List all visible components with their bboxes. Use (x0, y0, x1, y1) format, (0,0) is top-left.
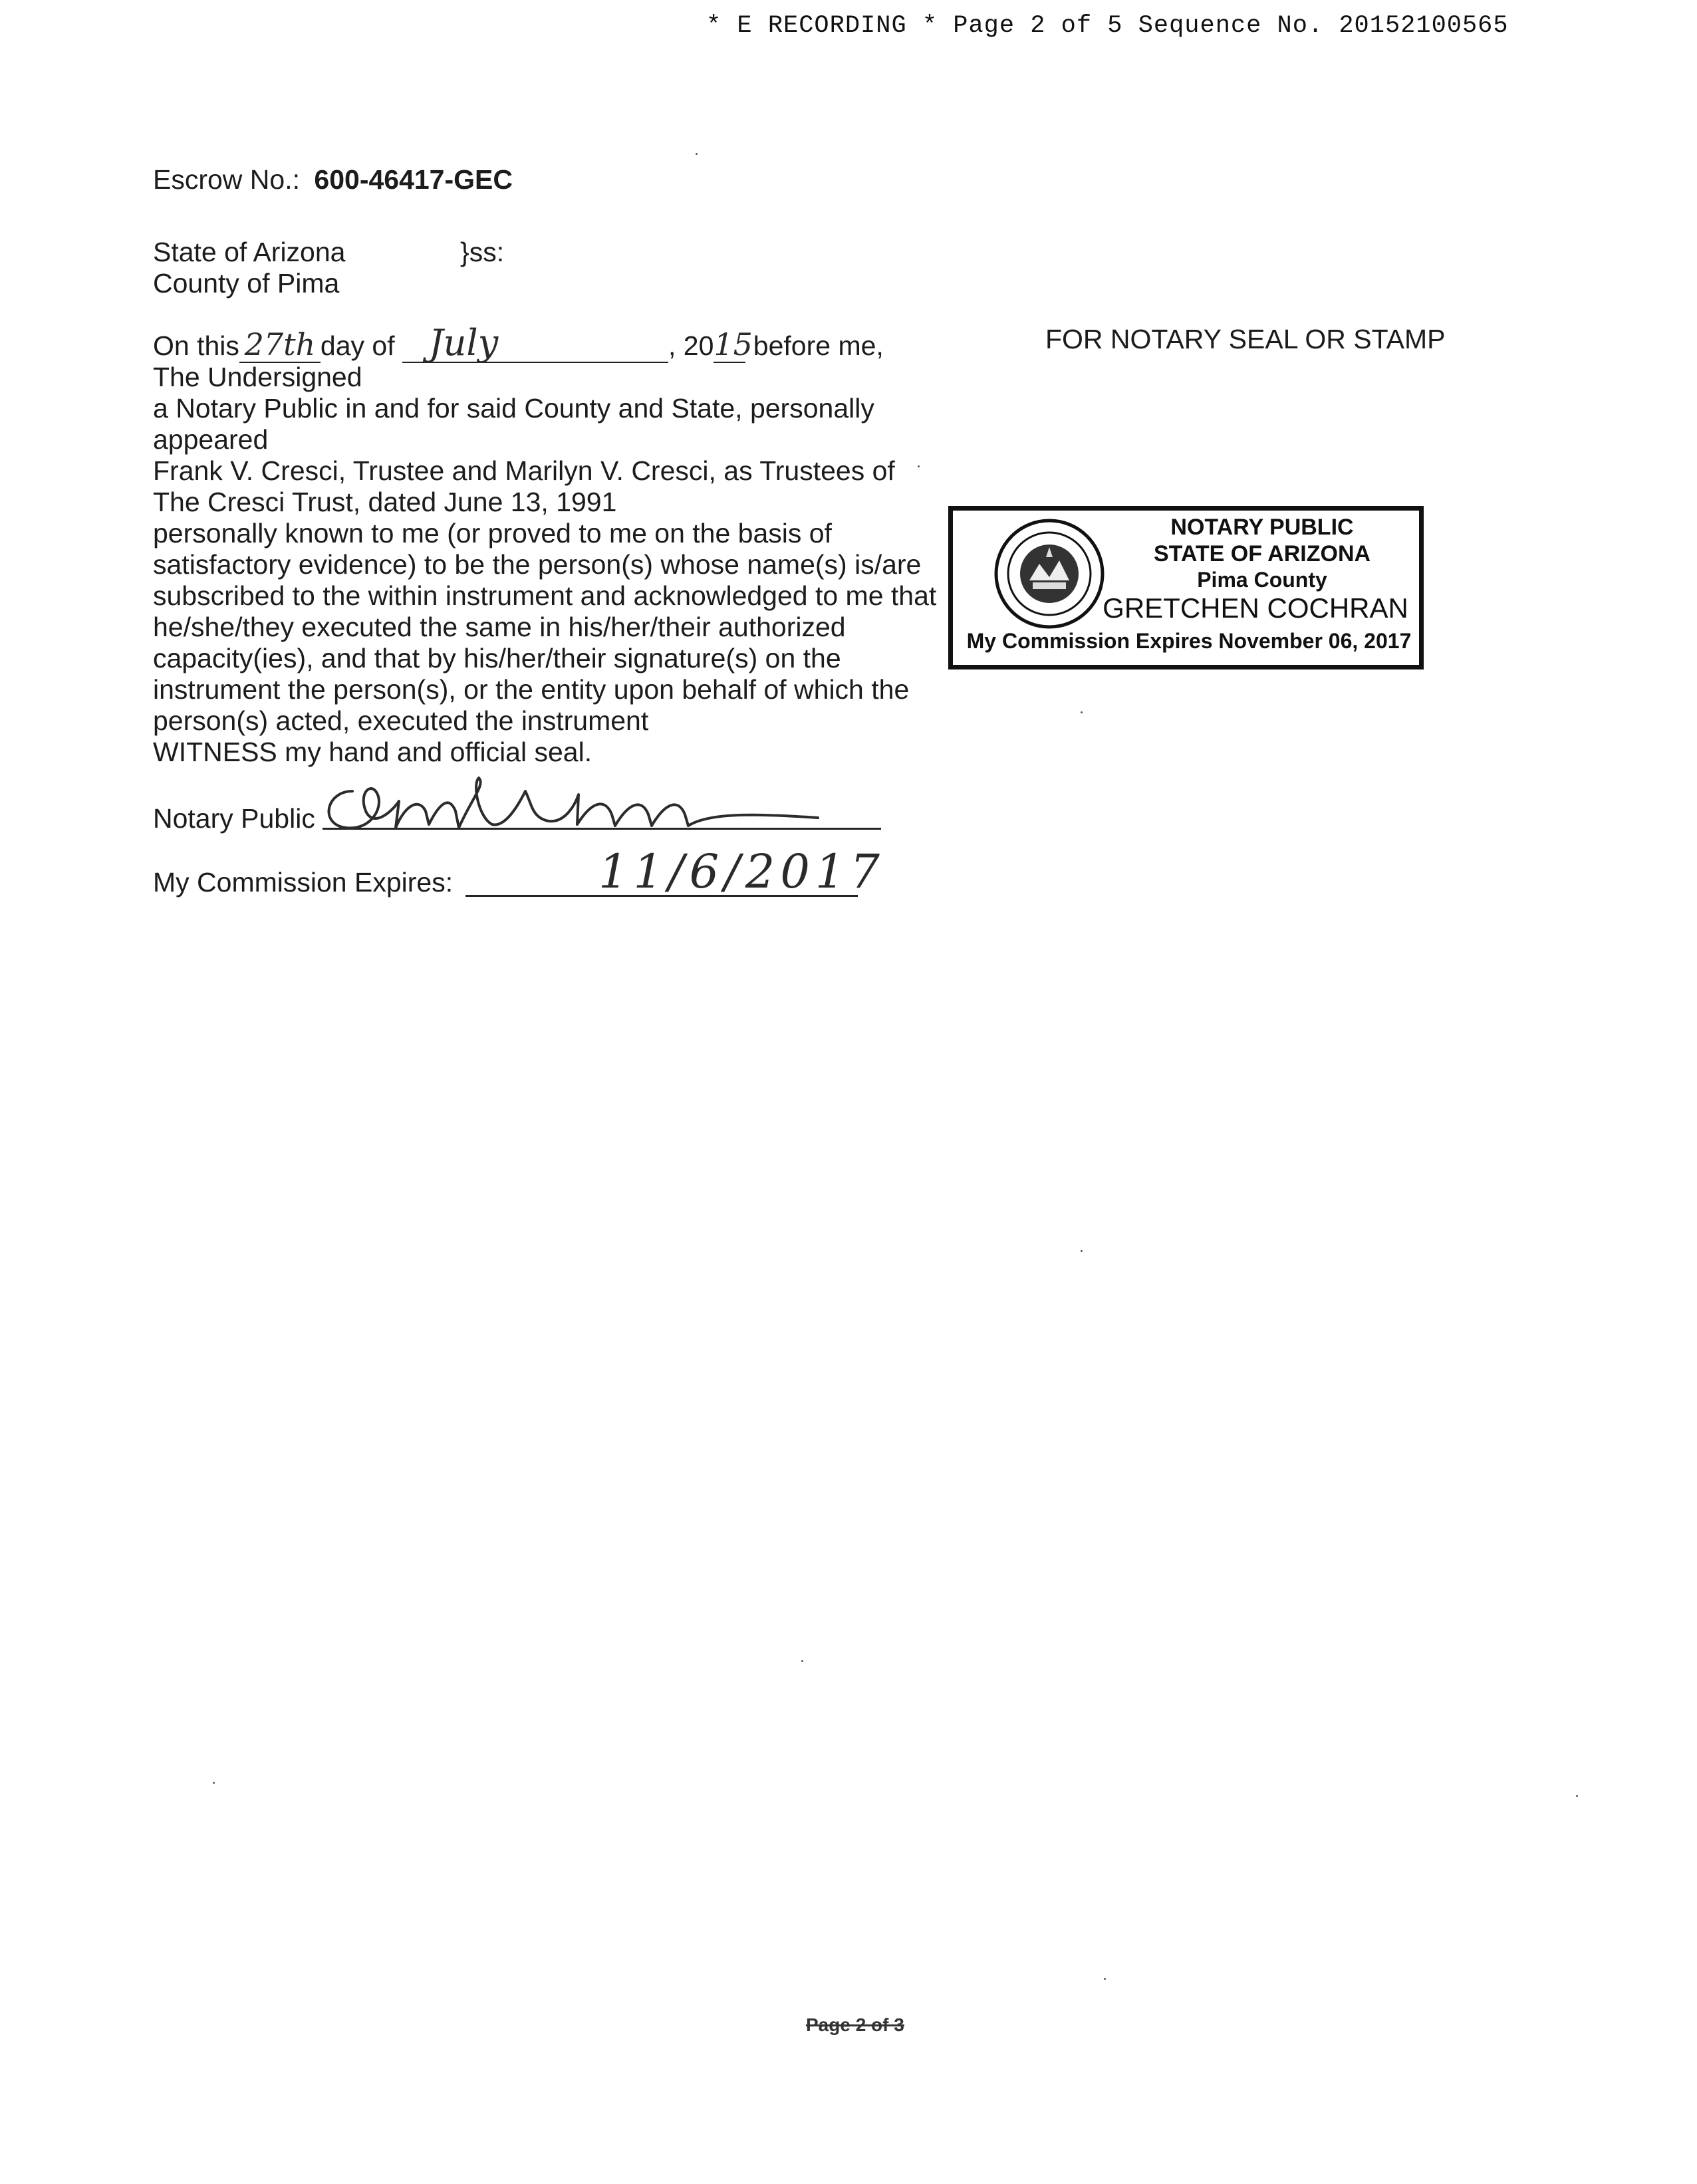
scan-speck (1081, 1250, 1083, 1252)
stamp-line-county: Pima County (1197, 568, 1327, 592)
venue-county: County of Pima (153, 268, 340, 299)
year-blank (714, 326, 753, 363)
on-this-label: On this (153, 330, 239, 361)
notary-public-label: Notary Public (153, 803, 315, 834)
day-handwritten: 27th (244, 326, 316, 362)
notary-signature (313, 765, 831, 838)
ack-line-12: WITNESS my hand and official seal. (153, 737, 592, 767)
ack-line-2: appeared (153, 424, 269, 455)
scan-speck (918, 465, 920, 467)
before-me: before me, (753, 330, 884, 361)
stamp-line-state: STATE OF ARIZONA (1153, 541, 1371, 566)
scan-speck (213, 1782, 215, 1784)
scan-speck (1104, 1978, 1106, 1980)
notary-stamp (948, 506, 1424, 669)
day-blank (239, 328, 321, 363)
scan-speck (696, 153, 698, 155)
month-handwritten: July (429, 322, 499, 364)
on-this-line (153, 322, 884, 364)
scan-speck (801, 1660, 803, 1662)
ack-line-4: The Cresci Trust, dated June 13, 1991 (153, 487, 617, 517)
footer-page-note: Page 2 of 3 (806, 2014, 904, 2035)
scan-speck (1081, 711, 1083, 713)
ack-line-1: a Notary Public in and for said County and State, personally (153, 393, 874, 424)
seal-area-caption: FOR NOTARY SEAL OR STAMP (1045, 324, 1446, 354)
escrow-label: Escrow No.: (153, 164, 300, 195)
scan-speck (1576, 1795, 1578, 1797)
stamp-commission-expires: My Commission Expires November 06, 2017 (966, 629, 1412, 653)
officer-name: The Undersigned (153, 362, 362, 392)
recording-header: * E RECORDING * Page 2 of 5 Sequence No. 20152100565 (706, 12, 1509, 40)
ack-line-9: capacity(ies), and that by his/her/their signature(s) on the (153, 643, 841, 673)
day-of-label: day of (320, 330, 395, 361)
venue-state: State of Arizona (153, 237, 346, 267)
venue-ss: }ss: (460, 237, 505, 267)
year-handwritten: 15 (714, 326, 753, 362)
ack-line-7: subscribed to the within instrument and acknowledged to me that (153, 580, 937, 611)
escrow-line (153, 164, 513, 195)
month-blank (402, 322, 668, 364)
ack-line-6: satisfactory evidence) to be the person(s) whose name(s) is/are (153, 549, 922, 580)
ack-line-11: person(s) acted, executed the instrument (153, 705, 649, 736)
ack-line-3: Frank V. Cresci, Trustee and Marilyn V. Cresci, as Trustees of (153, 455, 895, 486)
commission-expires-label: My Commission Expires: (153, 867, 454, 898)
year-prefix: , 20 (668, 330, 714, 361)
stamp-line-notary-public: NOTARY PUBLIC (1170, 515, 1354, 540)
ack-line-8: he/she/they executed the same in his/her/their authorized (153, 612, 846, 642)
stamp-notary-name: GRETCHEN COCHRAN (1103, 592, 1408, 624)
ack-line-10: instrument the person(s), or the entity upon behalf of which the (153, 674, 910, 705)
escrow-number: 600-46417-GEC (314, 164, 513, 195)
ack-line-5: personally known to me (or proved to me on the basis of (153, 518, 832, 548)
commission-expires-handwritten: 11/6/2017 (598, 844, 885, 899)
